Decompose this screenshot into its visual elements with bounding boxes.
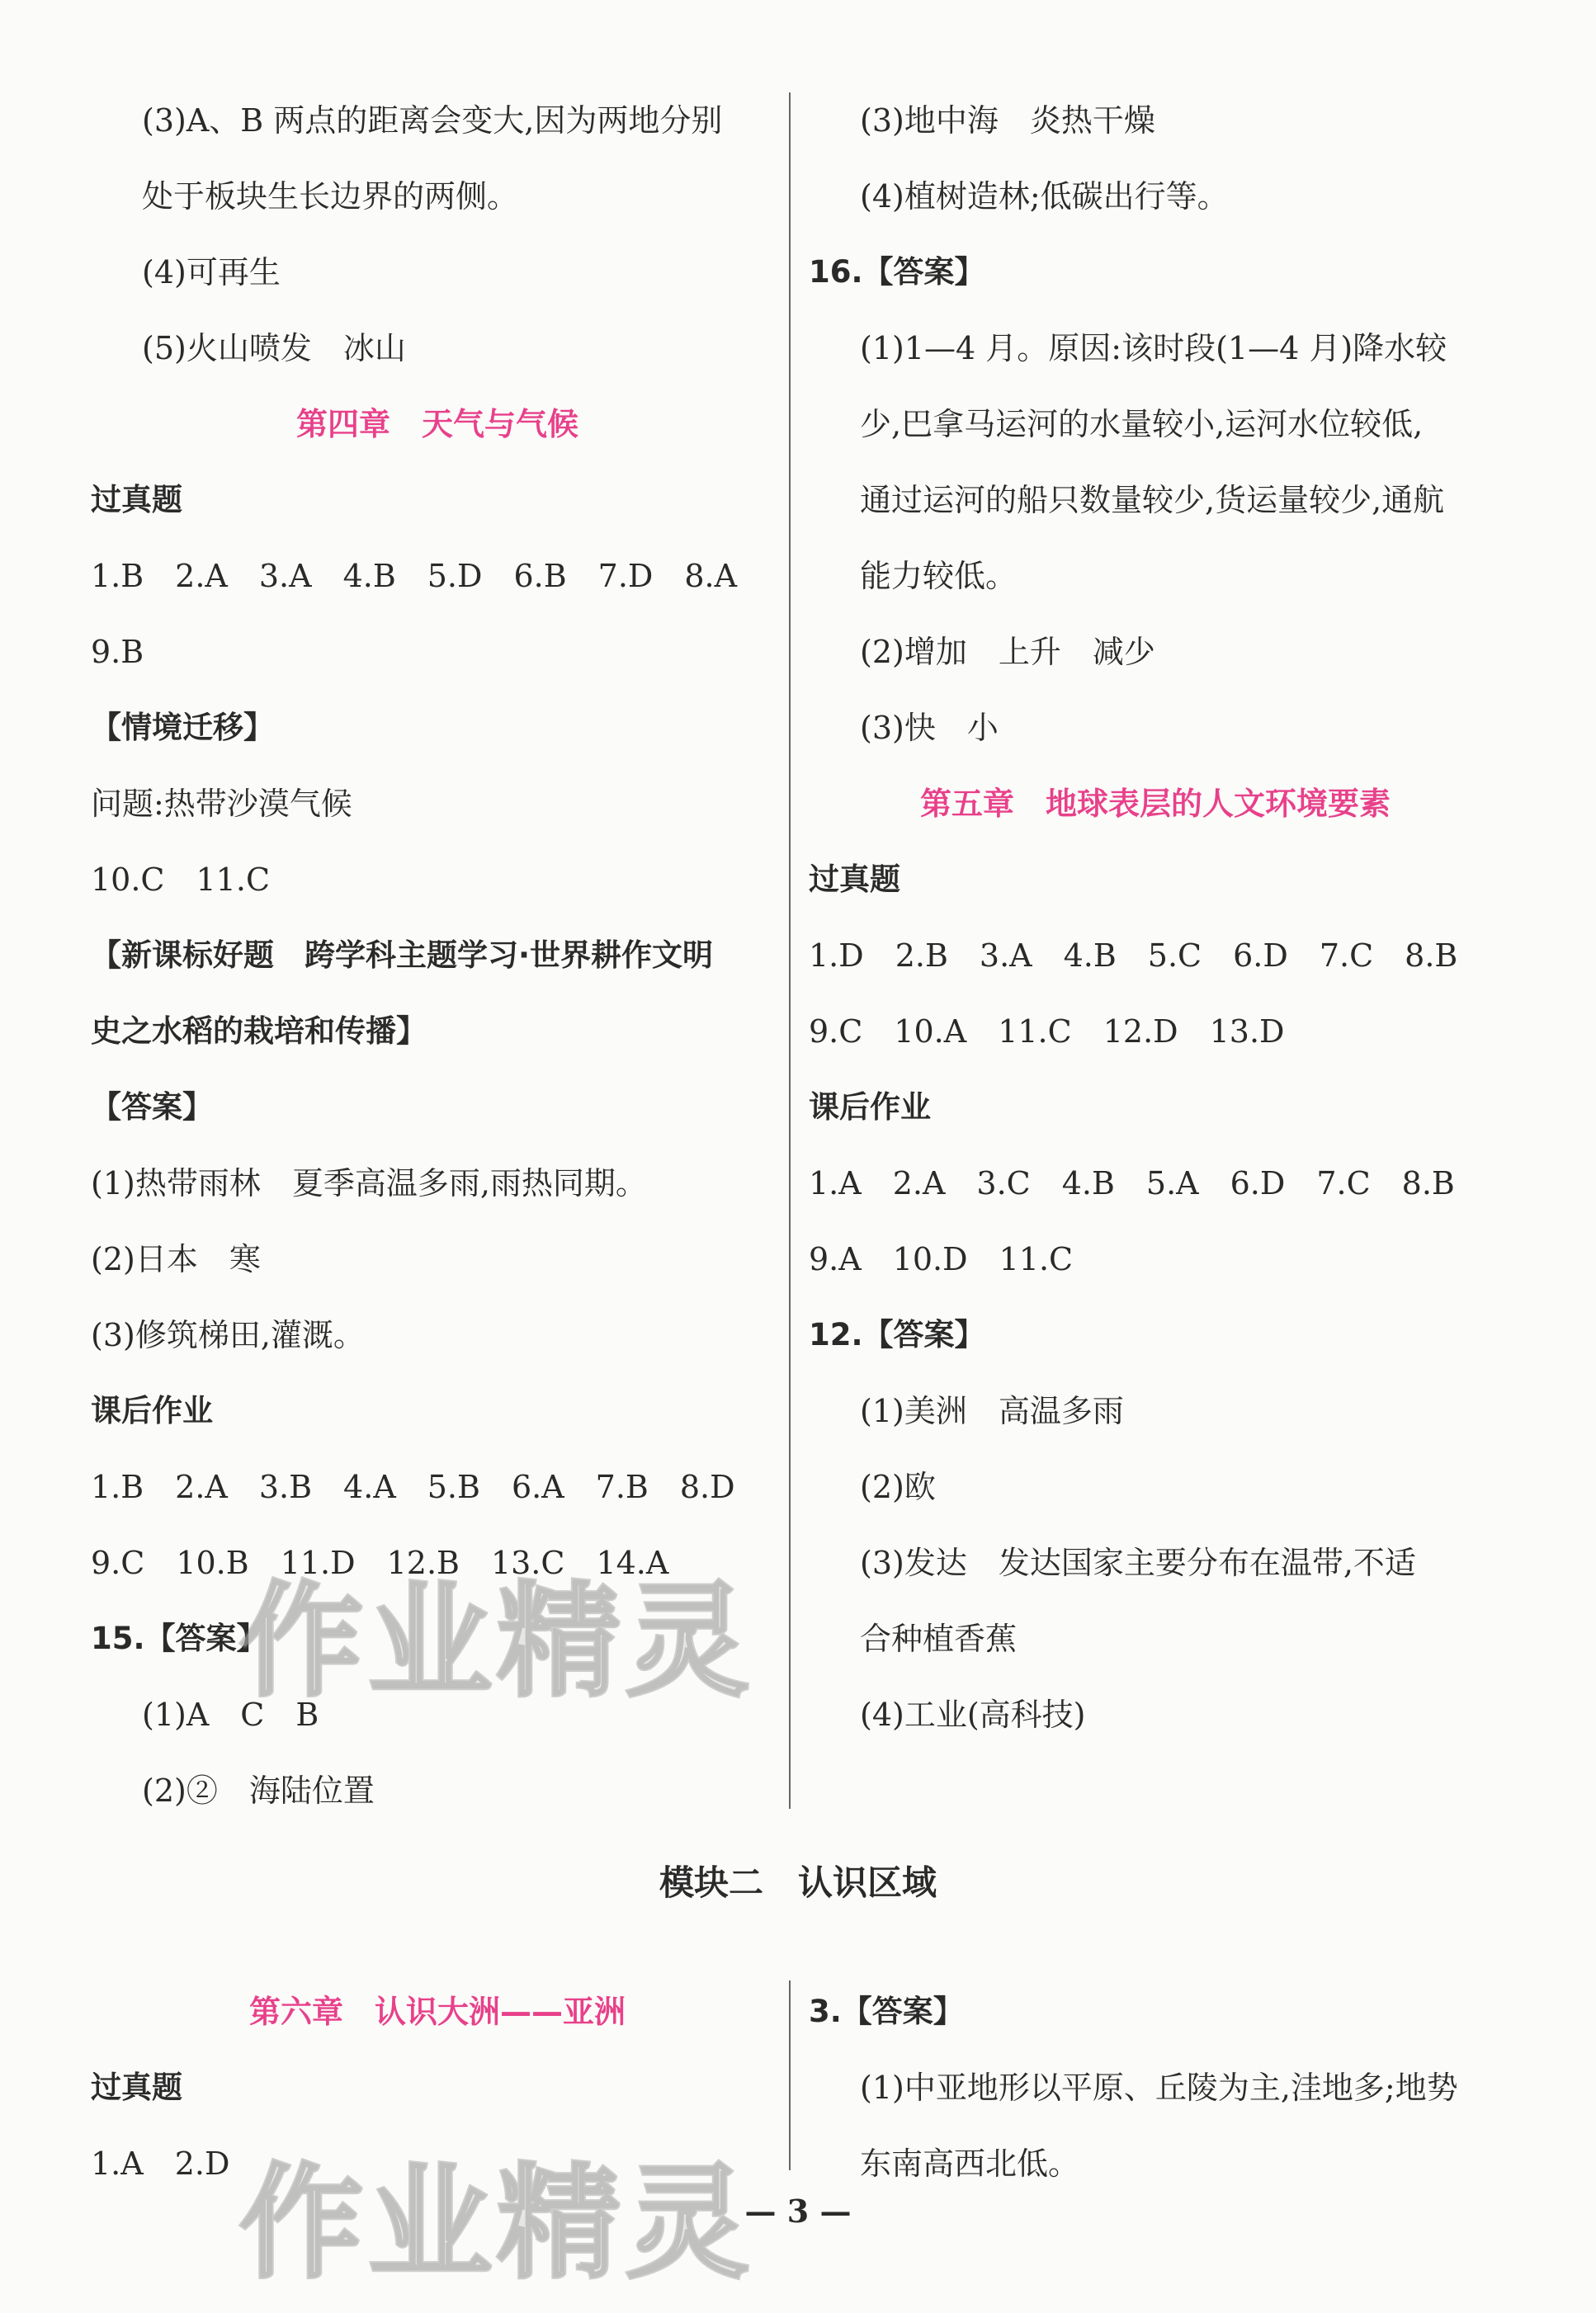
section-heading: 12.【答案】	[809, 1317, 985, 1352]
page-number: — 3 —	[744, 2193, 852, 2230]
text-line: (5)火山喷发 冰山	[142, 330, 406, 366]
lower-left-column	[91, 1974, 784, 2202]
text-line: (4)植树造林;低碳出行等。	[860, 178, 1229, 215]
text-line: (3)修筑梯田,灌溉。	[91, 1317, 365, 1353]
chapter-title: 第五章 地球表层的人文环境要素	[919, 786, 1391, 822]
section-heading: 课后作业	[91, 1393, 213, 1428]
text-line: 10.C 11.C	[91, 861, 271, 898]
text-line: (3)地中海 炎热干燥	[860, 102, 1155, 139]
text-line: 通过运河的船只数量较少,货运量较少,通航	[860, 482, 1445, 518]
text-line: 少,巴拿马运河的水量较小,运河水位较低,	[860, 406, 1424, 442]
text-line: 合种植香蕉	[860, 1621, 1018, 1657]
section-heading: 15.【答案】	[91, 1621, 267, 1656]
text-line: 1.A 2.A 3.C 4.B 5.A 6.D 7.C 8.B	[809, 1165, 1455, 1201]
text-line: (1)热带雨林 夏季高温多雨,雨热同期。	[91, 1165, 647, 1201]
text-line: (2)日本 寒	[91, 1241, 261, 1277]
text-line: 9.C 10.A 11.C 12.D 13.D	[809, 1013, 1285, 1050]
text-line: (1)中亚地形以平原、丘陵为主,洼地多;地势	[860, 2070, 1458, 2106]
text-line: (2)增加 上升 减少	[860, 634, 1155, 670]
section-heading: 【答案】	[91, 1089, 213, 1125]
text-line: (3)发达 发达国家主要分布在温带,不适	[860, 1545, 1416, 1581]
text-line: 东南高西北低。	[860, 2145, 1080, 2182]
text-line: (4)工业(高科技)	[860, 1697, 1086, 1733]
section-heading: 【新课标好题 跨学科主题学习·世界耕作文明	[91, 937, 714, 973]
section-heading: 过真题	[91, 2070, 182, 2105]
text-line: 1.D 2.B 3.A 4.B 5.C 6.D 7.C 8.B	[809, 937, 1458, 974]
right-column	[809, 83, 1502, 1753]
section-heading: 3.【答案】	[809, 1994, 964, 2029]
text-line: 问题:热带沙漠气候	[91, 786, 352, 822]
lower-right-column	[809, 1974, 1502, 2202]
watermark: 作业精灵	[239, 1570, 755, 1714]
watermark: 作业精灵	[239, 2152, 755, 2296]
section-heading: 史之水稻的栽培和传播】	[91, 1013, 427, 1049]
left-column	[91, 83, 784, 1829]
text-line: 1.B 2.A 3.A 4.B 5.D 6.B 7.D 8.A	[91, 558, 738, 594]
chapter-title: 第四章 天气与气候	[295, 406, 578, 442]
text-line: 9.C 10.B 11.D 12.B 13.C 14.A	[91, 1545, 669, 1581]
text-line: 9.A 10.D 11.C	[809, 1241, 1074, 1277]
text-line: (2)欧	[860, 1469, 936, 1505]
section-heading: 过真题	[809, 861, 900, 897]
section-heading: 课后作业	[809, 1089, 931, 1125]
text-line: 能力较低。	[860, 558, 1018, 594]
text-line: (4)可再生	[142, 254, 281, 290]
text-line: 9.B	[91, 634, 144, 670]
section-heading: 【情境迁移】	[91, 710, 274, 745]
text-line: 处于板块生长边界的两侧。	[142, 178, 519, 215]
text-line: (1)美洲 高温多雨	[860, 1393, 1124, 1429]
text-line: (1)1—4 月。原因:该时段(1—4 月)降水较	[860, 330, 1447, 366]
section-heading: 过真题	[91, 482, 182, 517]
section-heading: 16.【答案】	[809, 254, 985, 290]
text-line: (1)A C B	[142, 1697, 319, 1733]
text-line: (2)② 海陆位置	[142, 1773, 375, 1809]
column-divider-bottom	[789, 1980, 791, 2170]
text-line: 1.B 2.A 3.B 4.A 5.B 6.A 7.B 8.D	[91, 1469, 735, 1505]
text-line: (3)快 小	[860, 710, 999, 746]
chapter-title: 第六章 认识大洲——亚洲	[248, 1994, 626, 2030]
text-line: (3)A、B 两点的距离会变大,因为两地分别	[142, 102, 723, 139]
column-divider-top	[789, 92, 791, 1809]
module-title: 模块二 认识区域	[659, 1862, 937, 1903]
text-line: 1.A 2.D	[91, 2145, 230, 2182]
